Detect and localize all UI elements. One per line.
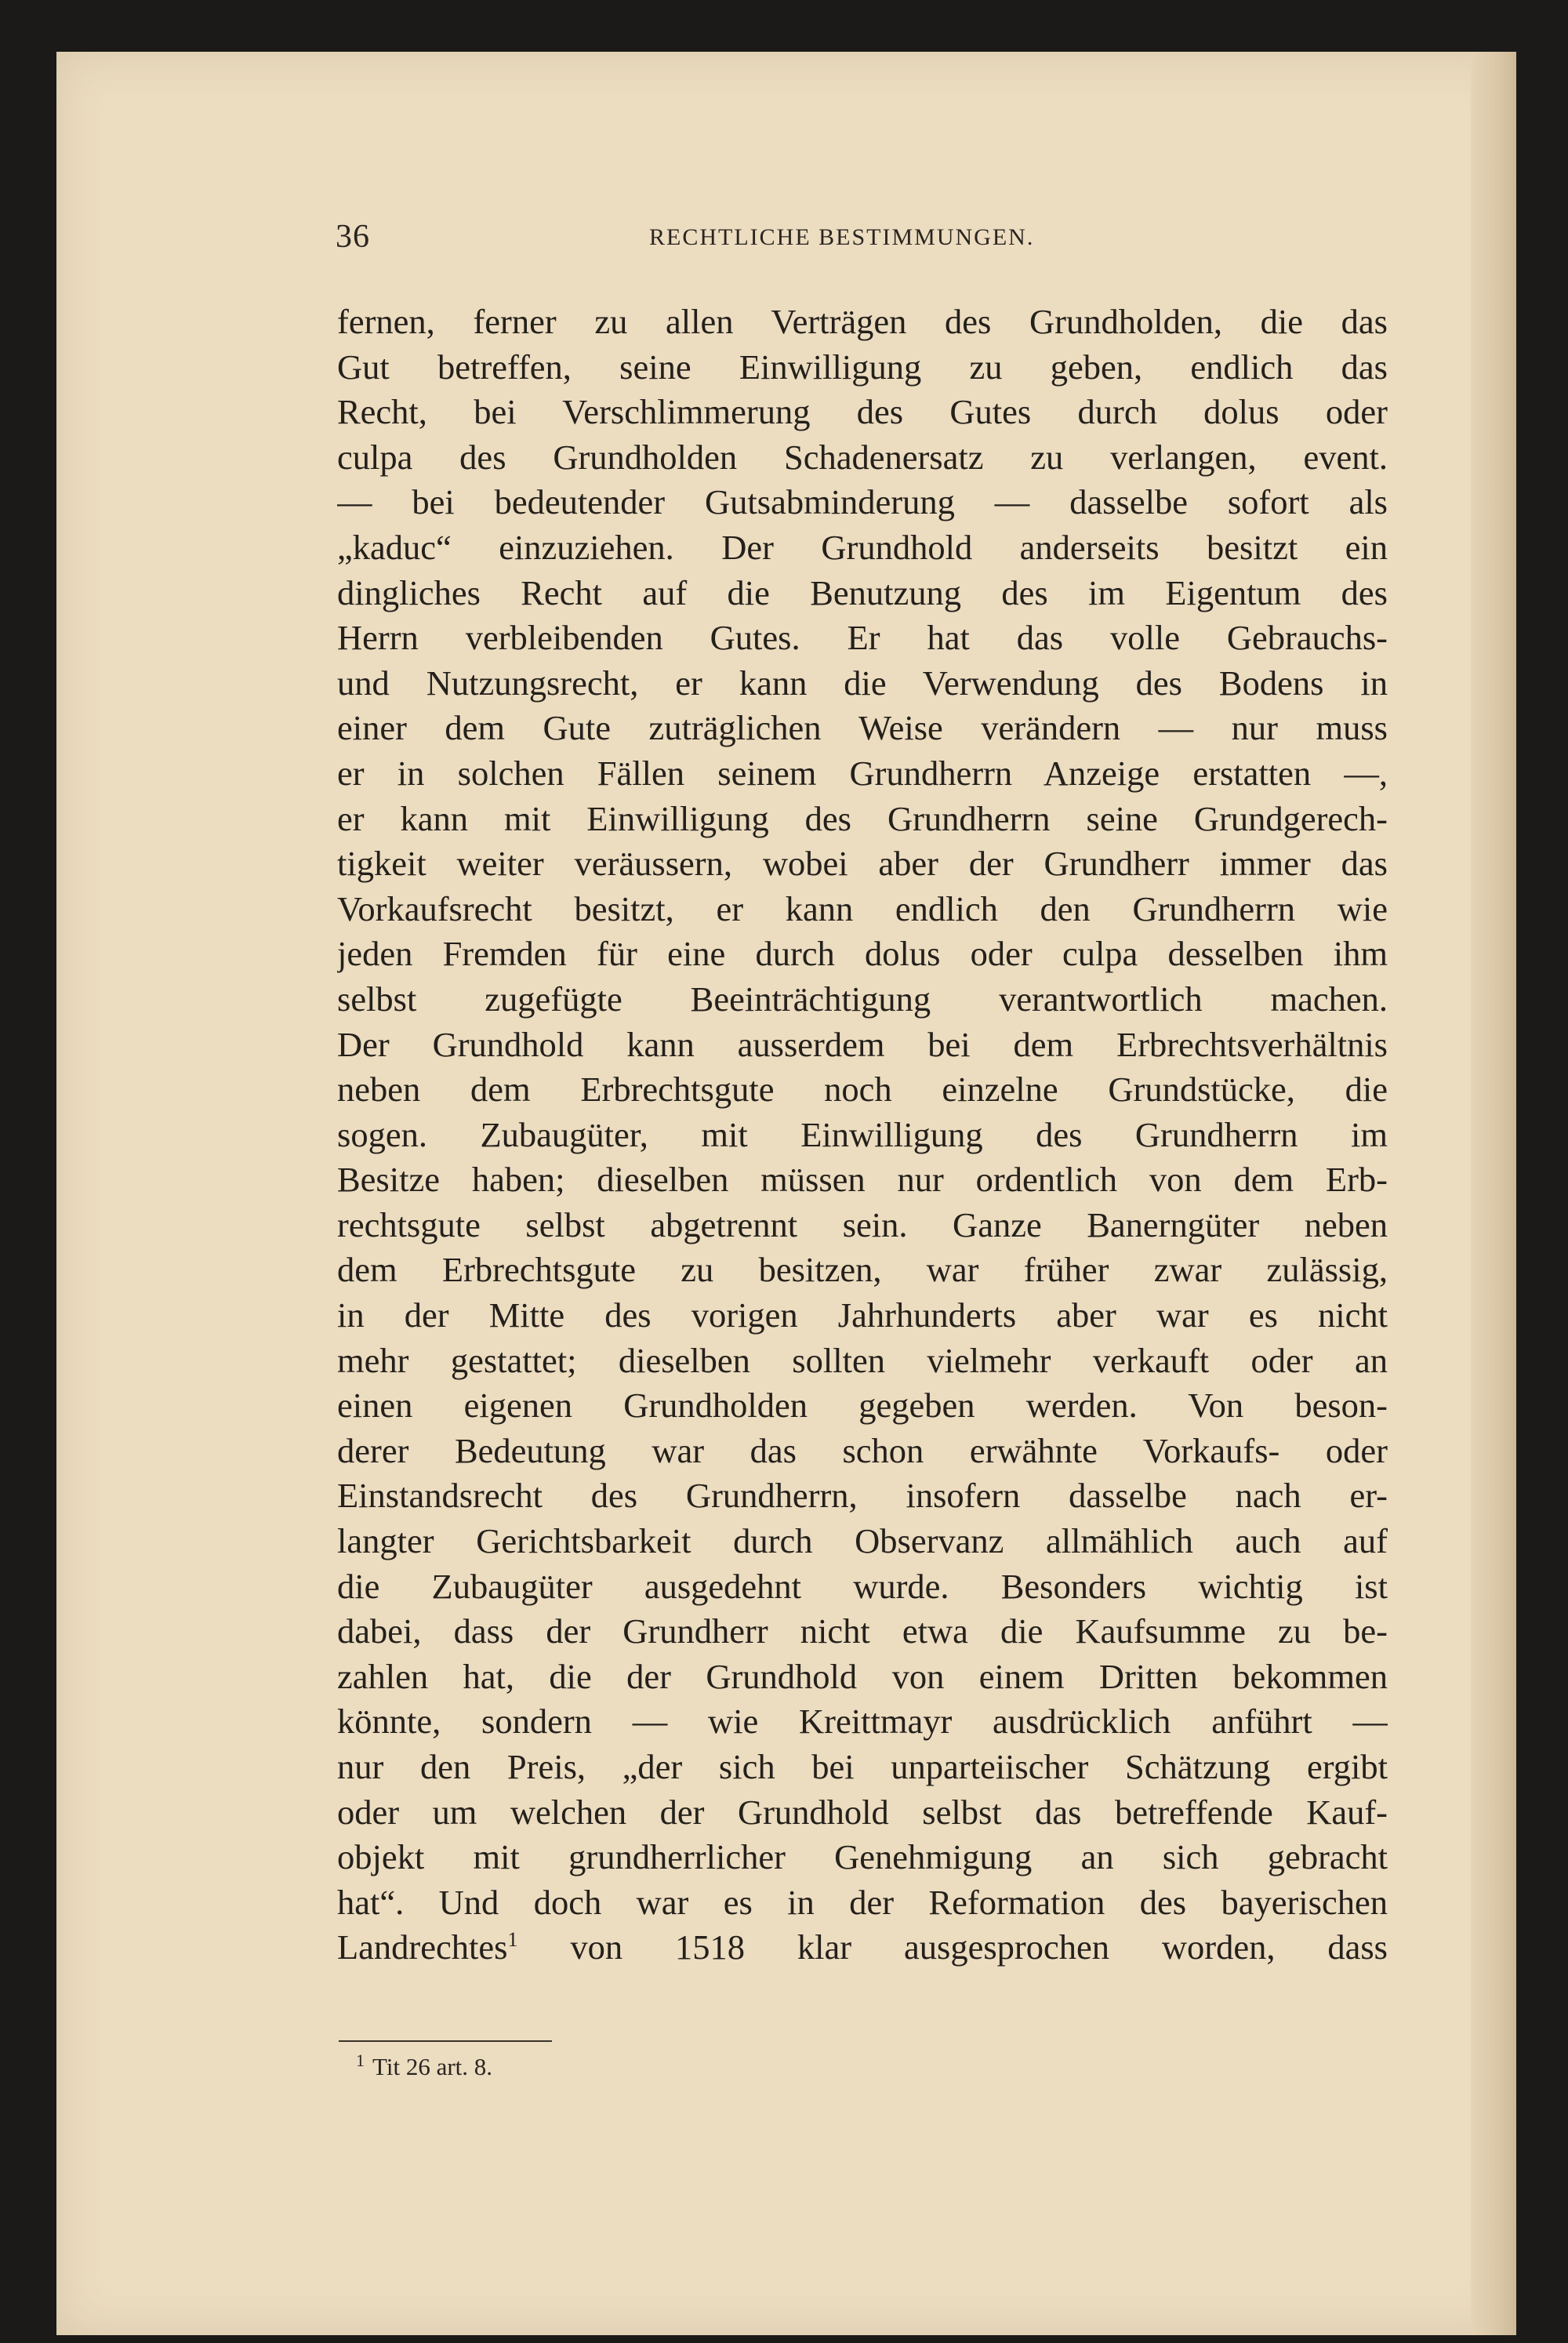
text-line: die Zubaugüter ausgedehnt wurde. Besonders wichtig ist xyxy=(337,1566,1388,1606)
running-head-content xyxy=(336,218,1386,265)
body-text xyxy=(337,300,1388,1971)
text-line: „kaduc“ einzuziehen. Der Grundhold anderseits besitzt ein xyxy=(337,527,1388,567)
footnote xyxy=(356,2050,493,2081)
text-line: mehr gestattet; dieselben sollten vielmehr verkauft oder an xyxy=(337,1340,1388,1380)
text-line: Recht, bei Verschlimmerung des Gutes durch dolus oder xyxy=(337,392,1388,432)
text-line: fernen, ferner zu allen Verträgen des Grundholden, die das xyxy=(337,302,1388,341)
text-line: culpa des Grundholden Schadenersatz zu verlangen, event. xyxy=(337,437,1388,477)
text-line: er in solchen Fällen seinem Grundherrn Anzeige erstatten —, xyxy=(337,753,1388,793)
text-line: zahlen hat, die der Grundhold von einem Dritten bekommen xyxy=(337,1656,1388,1696)
text-line: jeden Fremden für eine durch dolus oder culpa desselben ihm xyxy=(337,934,1388,974)
text-line: sogen. Zubaugüter, mit Einwilligung des Grundherrn im xyxy=(337,1114,1388,1154)
text-line: könnte, sondern — wie Kreittmayr ausdrücklich anführt — xyxy=(337,1702,1388,1742)
text-line: Herrn verbleibenden Gutes. Er hat das volle Gebrauchs- xyxy=(337,618,1388,658)
running-title: RECHTLICHE BESTIMMUNGEN. xyxy=(649,224,1035,250)
book-page xyxy=(56,52,1516,2335)
text-line: tigkeit weiter veräussern, wobei aber der Grundherr immer das xyxy=(337,844,1388,884)
text-line: oder um welchen der Grundhold selbst das betreffende Kauf- xyxy=(337,1792,1388,1832)
text-line-last xyxy=(337,1925,1388,1971)
text-line: — bei bedeutender Gutsabminderung — dasselbe sofort als xyxy=(337,482,1388,522)
text-line: Besitze haben; dieselben müssen nur ordentlich von dem Erb- xyxy=(337,1160,1388,1200)
text-line: einer dem Gute zuträglichen Weise verändern — nur muss xyxy=(337,708,1388,748)
text-fragment: von 1518 klar ausgesprochen worden, dass xyxy=(517,1927,1388,1967)
text-line: dingliches Recht auf die Benutzung des im Eigentum des xyxy=(337,572,1388,612)
text-line: einen eigenen Grundholden gegeben werden. Von beson- xyxy=(337,1386,1388,1426)
footnote-text: Tit 26 art. 8. xyxy=(372,2053,493,2080)
text-line: Vorkaufsrecht besitzt, er kann endlich den Grundherrn wie xyxy=(337,888,1388,928)
text-line: Einstandsrecht des Grundherrn, insofern dasselbe nach er- xyxy=(337,1476,1388,1516)
text-line: langter Gerichtsbarkeit durch Observanz allmählich auch auf xyxy=(337,1521,1388,1561)
text-fragment: Landrechtes xyxy=(337,1927,508,1967)
page-number: 36 xyxy=(336,219,370,255)
text-line: derer Bedeutung war das schon erwähnte Vorkaufs- oder xyxy=(337,1430,1388,1470)
text-line: selbst zugefügte Beeinträchtigung verantwortlich machen. xyxy=(337,979,1388,1019)
text-line: in der Mitte des vorigen Jahrhunderts aber war es nicht xyxy=(337,1295,1388,1335)
text-line: rechtsgute selbst abgetrennt sein. Ganze Banerngüter neben xyxy=(337,1204,1388,1244)
footnote-reference: 1 xyxy=(507,1928,518,1952)
text-line: neben dem Erbrechtsgute noch einzelne Grundstücke, die xyxy=(337,1070,1388,1110)
text-line: er kann mit Einwilligung des Grundherrn seine Grundgerech- xyxy=(337,798,1388,838)
footnote-rule xyxy=(339,2040,552,2042)
text-line: nur den Preis, „der sich bei unparteiischer Schätzung ergibt xyxy=(337,1747,1388,1786)
text-line: und Nutzungsrecht, er kann die Verwendung des Bodens in xyxy=(337,663,1388,703)
page-edge-shadow xyxy=(1471,52,1516,2335)
text-line: objekt mit grundherrlicher Genehmigung an sich gebracht xyxy=(337,1837,1388,1877)
text-line: dem Erbrechtsgute zu besitzen, war früher zwar zulässig, xyxy=(337,1250,1388,1290)
text-line: hat“. Und doch war es in der Reformation des bayerischen xyxy=(337,1882,1388,1922)
text-line: dabei, dass der Grundherr nicht etwa die Kaufsumme zu be- xyxy=(337,1611,1388,1651)
text-line: Gut betreffen, seine Einwilligung zu geben, endlich das xyxy=(337,347,1388,387)
footnote-mark: 1 xyxy=(356,2050,365,2070)
text-line: Der Grundhold kann ausserdem bei dem Erbrechtsverhältnis xyxy=(337,1024,1388,1064)
